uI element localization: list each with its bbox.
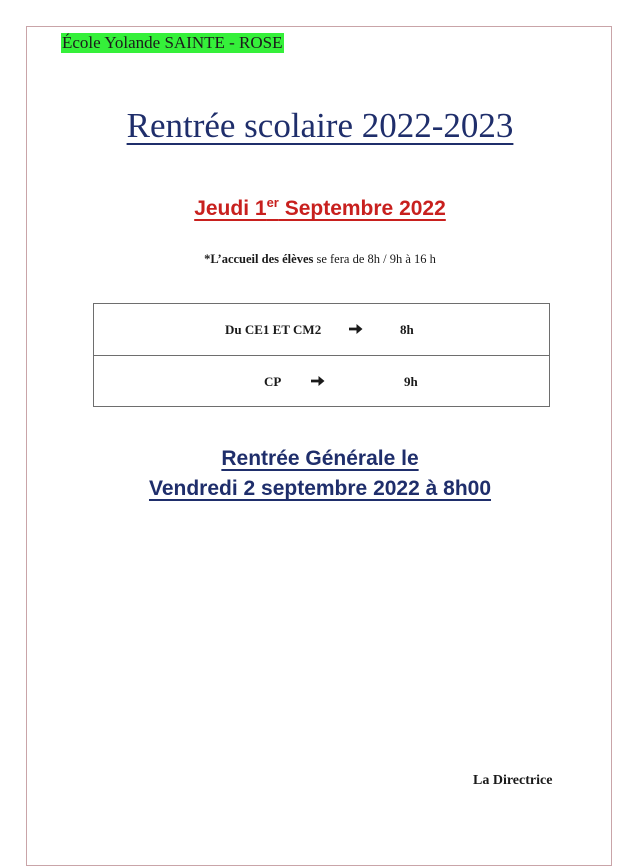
signature: La Directrice xyxy=(473,773,553,788)
table-row xyxy=(94,304,549,356)
date-day: Jeudi 1 xyxy=(194,197,267,220)
arrow-right-icon xyxy=(349,323,363,335)
school-name: École Yolande SAINTE - ROSE xyxy=(62,33,283,52)
start-time: 9h xyxy=(404,374,418,389)
start-time: 8h xyxy=(400,322,414,337)
page-title xyxy=(0,105,640,147)
class-level: CP xyxy=(264,374,282,389)
arrow-right-icon xyxy=(311,375,325,387)
date-ordinal: er xyxy=(266,195,279,210)
announcement-line-1: Rentrée Générale le xyxy=(221,447,419,470)
welcome-note-rest: se fera de 8h / 9h à 16 h xyxy=(313,252,436,266)
welcome-note-bold: *L’accueil des élèves xyxy=(204,252,314,266)
start-date-text xyxy=(194,197,446,220)
page-title-text: Rentrée scolaire 2022-2023 xyxy=(126,106,514,145)
start-date xyxy=(0,194,640,224)
welcome-note xyxy=(0,250,640,268)
table-row xyxy=(94,356,549,407)
date-month-year: Septembre 2022 xyxy=(278,197,446,220)
class-level: Du CE1 ET CM2 xyxy=(225,322,322,337)
general-start-announcement xyxy=(0,444,640,504)
schedule-table xyxy=(93,303,550,407)
announcement-line-2: Vendredi 2 septembre 2022 à 8h00 xyxy=(148,477,492,500)
